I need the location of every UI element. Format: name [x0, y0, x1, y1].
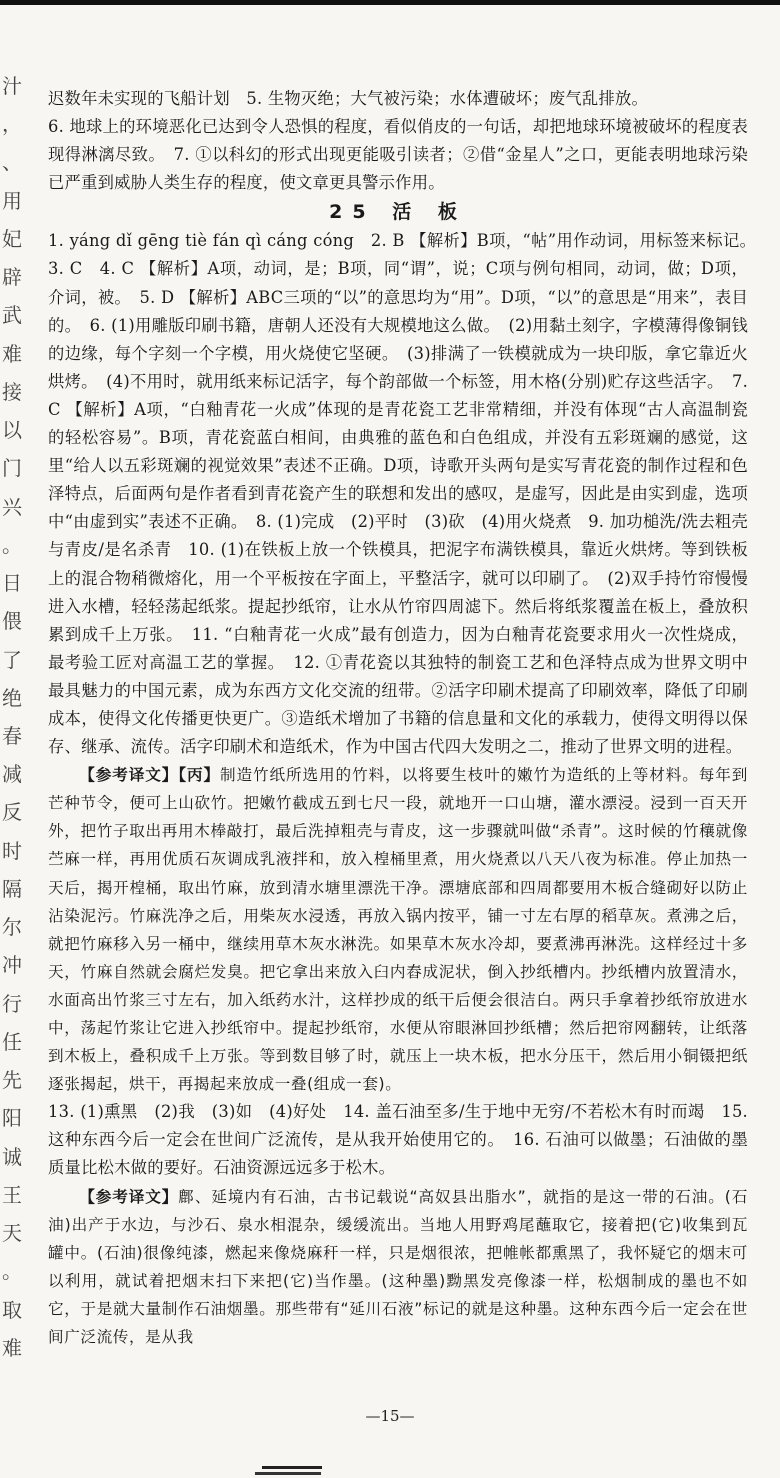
- paragraph-continued: 迟数年未实现的飞船计划 5. 生物灭绝；大气被污染；水体遭破坏；废气乱排放。: [48, 89, 649, 108]
- translation-2-text: 鄜、延境内有石油，古书记载说“高奴县出脂水”，就指的是这一带的石油。(石油)出产于水边，与沙石、泉水相混杂，缓缓流出。当地人用野鸡尾蘸取它，接着把(它)收集到瓦罐中。(石油)很像纯漆，燃起来像烧麻秆一样，只是烟很浓，把帷帐都熏黑了，我怀疑它的烟末可以利用，就试着把烟末扫下来把(它)当作墨。(这种墨)黝黑发亮像漆一样，松烟制成的墨也不如它，于是就大量制作石油烟墨。那些带有“延川石液”标记的就是这种墨。这种东西今后一定会在世间广泛流传，是从我: [48, 1187, 749, 1347]
- bleed-char: 反: [2, 800, 22, 824]
- footer-mark: [262, 1466, 322, 1469]
- page-number: —15—: [365, 1407, 415, 1425]
- translation-1: [48, 761, 748, 1098]
- bleed-char: 天: [2, 1221, 22, 1245]
- bleed-char: 减: [2, 762, 22, 786]
- bleed-char: 冲: [2, 953, 22, 977]
- translation-1-label: 【参考译文】【丙】: [79, 766, 220, 785]
- bleed-char: 接: [2, 380, 22, 404]
- facing-page-bleed: [0, 70, 30, 1400]
- bleed-char: 行: [2, 992, 22, 1016]
- bleed-char: 偎: [2, 609, 22, 633]
- bleed-char: 。: [2, 533, 22, 557]
- bleed-char: 取: [2, 1298, 22, 1322]
- bleed-char: 时: [2, 839, 22, 863]
- bleed-char: 难: [2, 1336, 22, 1360]
- bleed-char: 门: [2, 456, 22, 480]
- bleed-char: 尔: [2, 915, 22, 939]
- bleed-char: 、: [2, 150, 22, 174]
- footer-mark-2: [255, 1472, 321, 1475]
- paragraph-answer-6-7: 6. 地球上的环境恶化已达到令人恐惧的程度，看似俏皮的一句话，却把地球环境被破坏的程度表现得淋漓尽致。 7. ①以科幻的形式出现更能吸引读者；②借“金星人”之口，更能表明地球污染已严重到威胁人类生存的程度，使文章更具警示作用。: [48, 117, 748, 193]
- bleed-char: 以: [2, 418, 22, 442]
- bleed-char: 武: [2, 303, 22, 327]
- bleed-char: 汁: [2, 74, 22, 98]
- answer-content: [48, 85, 765, 1351]
- bleed-char: 兴: [2, 495, 22, 519]
- bleed-char: ，: [2, 112, 22, 136]
- translation-2-label: 【参考译文】: [79, 1187, 179, 1206]
- section-title: 25 活 板: [329, 201, 467, 224]
- translation-2: [48, 1183, 748, 1352]
- answers-13-16: 13. (1)熏黑 (2)我 (3)如 (4)好处 14. 盖石油至多/生于地中无穷/不若松木有时而竭 15. 这种东西今后一定会在世间广泛流传，是从我开始使用它的。 16. 石油可以做墨；石油做的墨质量比松木做的要好。石油资源远远多于松木。: [48, 1102, 748, 1178]
- bleed-char: 阳: [2, 1106, 22, 1130]
- top-border: [0, 0, 780, 5]
- bleed-char: 诚: [2, 1145, 22, 1169]
- bleed-char: 妃: [2, 227, 22, 251]
- bleed-char: 任: [2, 1030, 22, 1054]
- bleed-char: 隔: [2, 877, 22, 901]
- bleed-char: 先: [2, 1068, 22, 1092]
- bleed-char: 春: [2, 724, 22, 748]
- answers-25: 1. yáng dǐ gēng tiè fán qì cáng cóng 2. B 【解析】B项，“帖”用作动词，用标签来标记。 3. C 4. C 【解析】A项，动词，是；B项，同“谓”，说；C项与例句相同，动词，做；D项，介词，被。 5. D 【解析】ABC三项的“以”的意思均为“用”。D项，“以”的意思是“用来”，表目的。 6. (1)用雕版印刷书籍，唐朝人还没有大规模地这么做。 (2)用黏土刻字，字模薄得像铜钱的边缘，每个字刻一个字模，用火烧使它坚硬。 (3)排满了一铁模就成为一块印版，拿它靠近火烘烤。 (4)不用时，就用纸来标记活字，每个韵部做一个标签，用木格(分别)贮存这些活字。 7. C 【解析】A项，“白釉青花一火成”体现的是青花瓷工艺非常精细，并没有体现“古人高温制瓷的轻松容易”。B项，青花瓷蓝白相间，由典雅的蓝色和白色组成，并没有五彩斑斓的感觉，这里“给人以五彩斑斓的视觉效果”表述不正确。D项，诗歌开头两句是实写青花瓷的制作过程和色泽特点，后面两句是作者看到青花瓷产生的联想和发出的感叹，是虚写，因此是由实到虚，选项中“由虚到实”表述不正确。 8. (1)完成 (2)平时 (3)砍 (4)用火烧煮 9. 加功槌洗/洗去粗壳与青皮/是名杀青 10. (1)在铁板上放一个铁模具，把泥字布满铁模具，靠近火烘烤。等到铁板上的混合物稍微熔化，用一个平板按在字面上，平整活字，就可以印刷了。 (2)双手持竹帘慢慢进入水槽，轻轻荡起纸浆。提起抄纸帘，让水从竹帘四周滤下。然后将纸浆覆盖在板上，叠放积累到成千上万张。 11. “白釉青花一火成”最有创造力，因为白釉青花瓷要求用火一次性烧成，最考验工匠对高温工艺的掌握。 12. ①青花瓷以其独特的制瓷工艺和色泽特点成为世界文明中最具魅力的中国元素，成为东西方文化交流的纽带。②活字印刷术提高了印刷效率，降低了印刷成本，使得文化传播更快更广。③造纸术增加了书籍的信息量和文化的承载力，使得文明得以保存、继承、流传。活字印刷术和造纸术，作为中国古代四大发明之二，推动了世界文明的进程。: [48, 231, 765, 757]
- bleed-char: 王: [2, 1183, 22, 1207]
- bleed-char: 。: [2, 1259, 22, 1283]
- bleed-char: 难: [2, 342, 22, 366]
- translation-1-text: 制造竹纸所选用的竹料，以将要生枝叶的嫩竹为造纸的上等材料。每年到芒种节令，便可上山砍竹。把嫩竹截成五到七尺一段，就地开一口山塘，灌水漂浸。浸到一百天开外，把竹子取出再用木棒敲打，最后洗掉粗壳与青皮，这一步骤就叫做“杀青”。这时候的竹穰就像苎麻一样，再用优质石灰调成乳液拌和，放入楻桶里煮，用火烧煮以八天八夜为标准。停止加热一天后，揭开楻桶，取出竹麻，放到清水塘里漂洗干净。漂塘底部和四周都要用木板合缝砌好以防止沾染泥污。竹麻洗净之后，用柴灰水浸透，再放入锅内按平，铺一寸左右厚的稻草灰。煮沸之后，就把竹麻移入另一桶中，继续用草木灰水淋洗。如果草木灰水冷却，要煮沸再淋洗。这样经过十多天，竹麻自然就会腐烂发臭。把它拿出来放入臼内舂成泥状，倒入抄纸槽内。抄纸槽内放置清水，水面高出竹浆三寸左右，加入纸药水汁，这样抄成的纸干后便会很洁白。两只手拿着抄纸帘放进水中，荡起竹浆让它进入抄纸帘中。提起抄纸帘，水便从帘眼淋回抄纸槽；然后把帘网翻转，让纸落到木板上，叠积成千上万张。等到数目够了时，就压上一块木板，把水分压干，然后用小铜镊把纸逐张揭起，烘干，再揭起来放成一叠(组成一套)。: [48, 766, 748, 1094]
- bleed-char: 日: [2, 571, 22, 595]
- bleed-char: 了: [2, 648, 22, 672]
- bleed-char: 绝: [2, 686, 22, 710]
- bleed-char: 辟: [2, 265, 22, 289]
- bleed-char: 用: [2, 189, 22, 213]
